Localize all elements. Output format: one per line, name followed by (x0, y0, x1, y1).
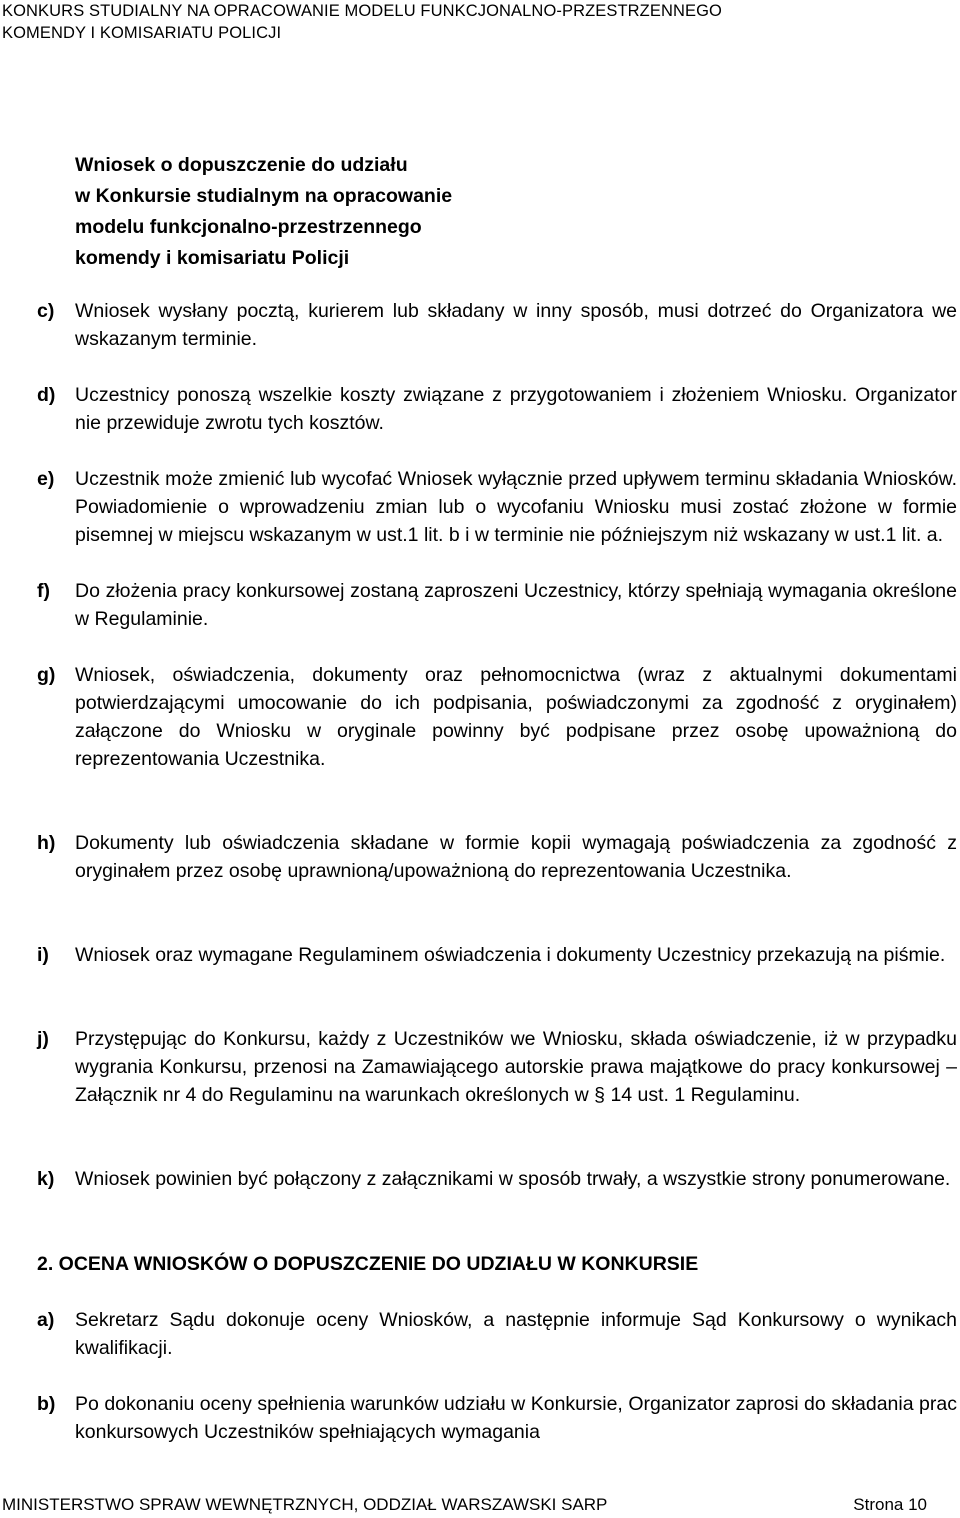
list-item-j (37, 1025, 957, 1109)
list-item-e (37, 465, 957, 549)
list-item-label: d) (37, 384, 56, 406)
list-item-label: f) (37, 580, 50, 602)
list-item-label: g) (37, 664, 56, 686)
footer-organization: MINISTERSTWO SPRAW WEWNĘTRZNYCH, ODDZIAŁ WARSZAWSKI SARP (2, 1495, 608, 1514)
page-header (2, 0, 952, 44)
list-item-label: h) (37, 832, 56, 854)
list-item-label: b) (37, 1393, 56, 1415)
list-item-g (37, 661, 957, 773)
list-item-label: c) (37, 300, 55, 322)
list-item-text: Wniosek powinien być połączony z załącznikami w sposób trwały, a wszystkie strony ponumerowane. (75, 1168, 951, 1190)
list-item-text: Przystępując do Konkursu, każdy z Uczestników we Wniosku, składa oświadczenie, iż w przypadku wygrania Konkursu, przenosi na Zamawiającego autorskie prawa majątkowe do pracy konkursowej – Załącznik nr 4 do Regulaminu na warunkach określonych w § 14 ust. 1 Regulaminu. (75, 1028, 957, 1106)
list-item-c (37, 297, 957, 353)
header-line-2: KOMENDY I KOMISARIATU POLICJI (2, 24, 282, 42)
list-item-text: Sekretarz Sądu dokonuje oceny Wniosków, a następnie informuje Sąd Konkursowy o wynikach kwalifikacji. (75, 1309, 957, 1359)
list-item-text: Uczestnik może zmienić lub wycofać Wniosek wyłącznie przed upływem terminu składania Wniosków. Powiadomienie o wprowadzeniu zmian lub o wycofaniu Wniosku musi zostać złożone w formie pisemnej w miejscu wskazanym w ust.1 lit. b i w terminie nie późniejszym niż wskazany w ust.1 lit. a. (75, 468, 957, 546)
list-item-k (37, 1165, 957, 1193)
list-item-label: e) (37, 468, 55, 490)
list-item-text: Wniosek oraz wymagane Regulaminem oświadczenia i dokumenty Uczestnicy przekazują na piśmie. (75, 944, 946, 966)
list-item-label: k) (37, 1168, 55, 1190)
list-item-d (37, 381, 957, 437)
list-item-text: Do złożenia pracy konkursowej zostaną zaproszeni Uczestnicy, którzy spełniają wymagania określone w Regulaminie. (75, 580, 957, 630)
section-item-b (37, 1390, 957, 1446)
title-line-2: w Konkursie studialnym na opracowanie (75, 185, 453, 207)
section-heading: 2. OCENA WNIOSKÓW O DOPUSZCZENIE DO UDZIAŁU W KONKURSIE (37, 1253, 699, 1275)
list-item-text: Wniosek, oświadczenia, dokumenty oraz pełnomocnictwa (wraz z aktualnymi dokumentami potwierdzającymi umocowanie do ich podpisania, poświadczonymi za zgodność z oryginałem) załączone do Wniosku w oryginale powinny być podpisane przez osobę upoważnioną do reprezentowania Uczestnika. (75, 664, 957, 770)
title-line-1: Wniosek o dopuszczenie do udziału (75, 154, 408, 176)
list-item-h (37, 829, 957, 885)
title-line-4: komendy i komisariatu Policji (75, 247, 350, 269)
list-item-label: j) (37, 1028, 49, 1050)
list-item-text: Wniosek wysłany pocztą, kurierem lub składany w inny sposób, musi dotrzeć do Organizatora we wskazanym terminie. (75, 300, 957, 350)
header-line-1: KONKURS STUDIALNY NA OPRACOWANIE MODELU FUNKCJONALNO-PRZESTRZENNEGO (2, 2, 722, 20)
page-number: Strona 10 (853, 1495, 927, 1514)
list-item-text: Po dokonaniu oceny spełnienia warunków udziału w Konkursie, Organizator zaprosi do składania prac konkursowych Uczestników spełniających wymagania (75, 1393, 957, 1443)
title-line-3: modelu funkcjonalno-przestrzennego (75, 216, 422, 238)
section-item-a (37, 1306, 957, 1362)
list-item-text: Uczestnicy ponoszą wszelkie koszty związane z przygotowaniem i złożeniem Wniosku. Organizator nie przewiduje zwrotu tych kosztów. (75, 384, 957, 434)
list-item-i (37, 941, 957, 969)
list-item-label: i) (37, 944, 49, 966)
list-item-label: a) (37, 1309, 55, 1331)
document-title (75, 150, 675, 274)
list-item-text: Dokumenty lub oświadczenia składane w formie kopii wymagają poświadczenia za zgodność z oryginałem przez osobę uprawnioną/upoważnioną do reprezentowania Uczestnika. (75, 832, 957, 882)
list-item-f (37, 577, 957, 633)
